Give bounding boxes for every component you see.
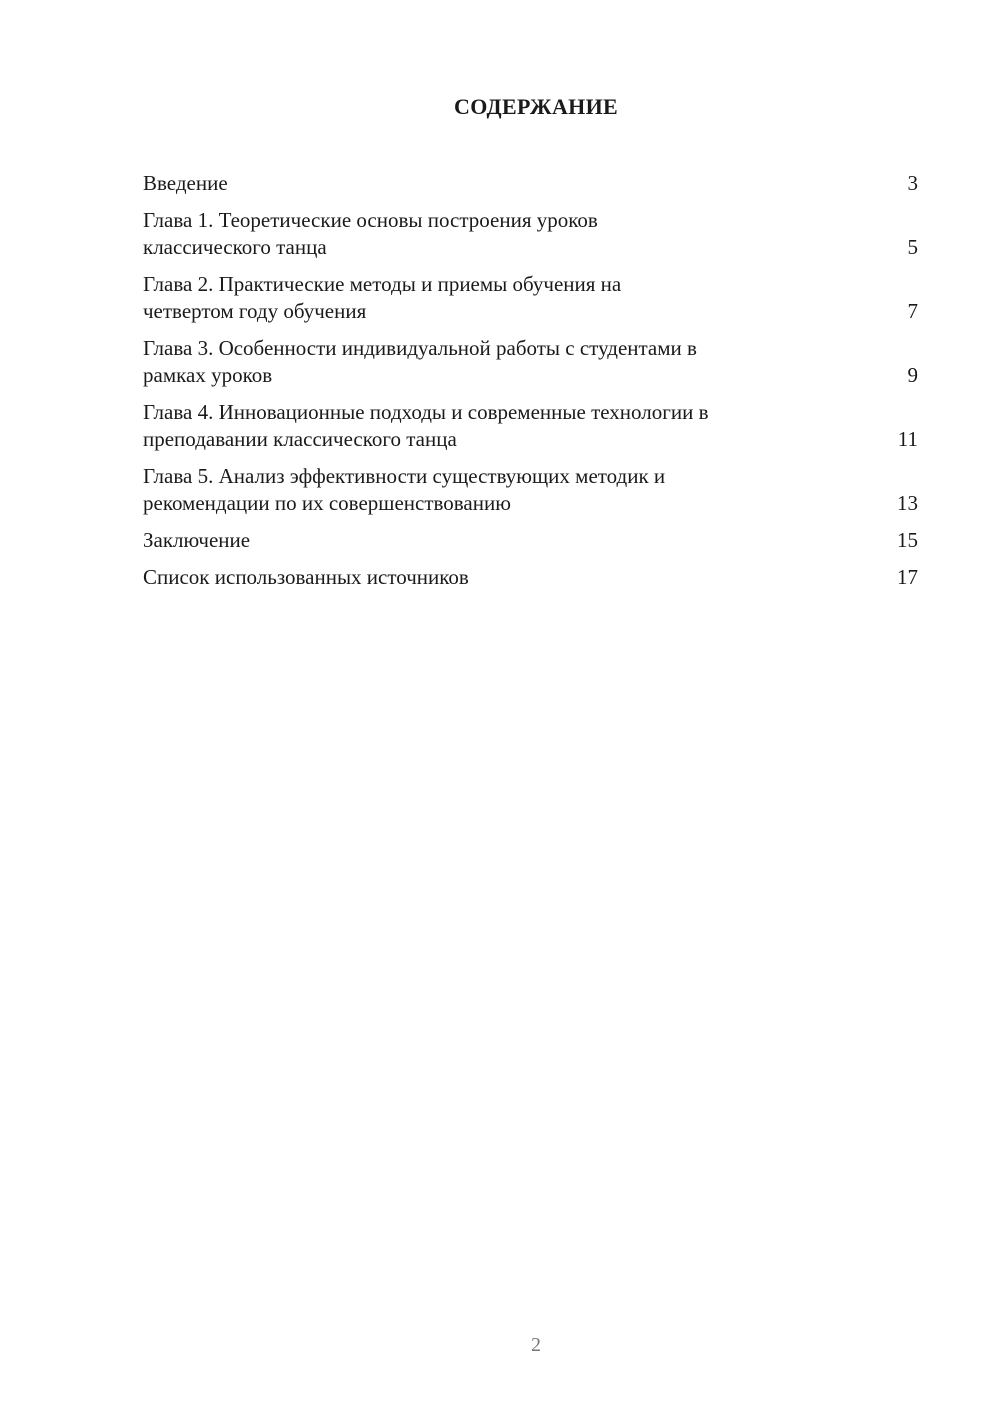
- toc-entry-line: Введение: [143, 171, 228, 195]
- toc-entry-line: Список использованных источников: [143, 565, 469, 589]
- toc-entry-line: Глава 3. Особенности индивидуальной работы с студентами в: [143, 336, 697, 360]
- toc-entry-line: Глава 2. Практические методы и приемы обучения на: [143, 272, 622, 296]
- toc-entry-page: 9: [907, 363, 918, 387]
- table-of-contents: [143, 170, 918, 601]
- toc-entry-line: Глава 4. Инновационные подходы и современные технологии в: [143, 400, 709, 424]
- toc-entry-introduction: [143, 170, 918, 197]
- toc-entry-text: [143, 463, 665, 517]
- toc-entry-text: [143, 399, 709, 453]
- toc-entry-line: классического танца: [143, 235, 327, 259]
- toc-entry-text: [143, 271, 621, 325]
- page-number: 2: [531, 1334, 541, 1356]
- toc-entry-conclusion: [143, 527, 918, 554]
- toc-entry-line: четвертом году обучения: [143, 299, 367, 323]
- toc-entry-page: 17: [897, 565, 918, 589]
- toc-entry-page: 5: [907, 235, 918, 259]
- toc-entry-chapter-1: [143, 207, 918, 261]
- toc-title: СОДЕРЖАНИЕ: [454, 94, 618, 119]
- toc-entry-chapter-5: [143, 463, 918, 517]
- toc-entry-page: 15: [897, 528, 918, 552]
- toc-entry-text: [143, 527, 250, 554]
- toc-entry-line: рамках уроков: [143, 363, 273, 387]
- toc-entry-text: [143, 335, 697, 389]
- toc-entry-page: 11: [897, 427, 918, 451]
- toc-entry-page: 3: [907, 171, 918, 195]
- toc-entry-line: преподавании классического танца: [143, 427, 457, 451]
- toc-entry-page: 13: [897, 491, 918, 515]
- toc-entry-page: 7: [907, 299, 918, 323]
- toc-entry-chapter-3: [143, 335, 918, 389]
- toc-entry-text: [143, 564, 469, 591]
- toc-entry-text: [143, 207, 598, 261]
- toc-entry-line: Заключение: [143, 528, 251, 552]
- toc-entry-chapter-4: [143, 399, 918, 453]
- toc-entry-chapter-2: [143, 271, 918, 325]
- toc-entry-text: [143, 170, 228, 197]
- toc-entry-line: рекомендации по их совершенствованию: [143, 491, 511, 515]
- toc-entry-line: Глава 1. Теоретические основы построения уроков: [143, 208, 598, 232]
- toc-entry-line: Глава 5. Анализ эффективности существующих методик и: [143, 464, 666, 488]
- toc-entry-references: [143, 564, 918, 591]
